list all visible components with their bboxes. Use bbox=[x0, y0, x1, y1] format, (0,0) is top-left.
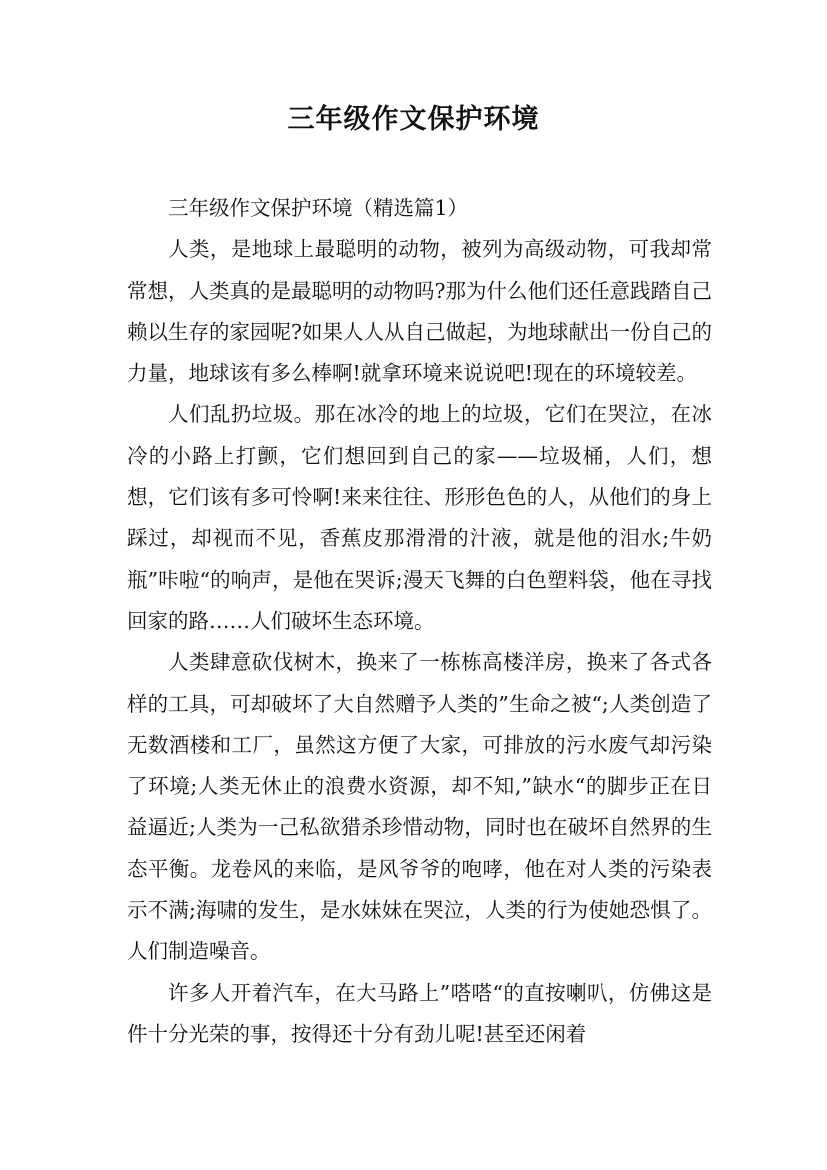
paragraph-1: 人类，是地球上最聪明的动物，被列为高级动物，可我却常常想，人类真的是最聪明的动物吗?那为什么他们还任意践踏自己赖以生存的家园呢?如果人人从自己做起，为地球献出一份自己的力量，地球该有多么棒啊!就拿环境来说说吧!现在的环境较差。 bbox=[127, 237, 712, 386]
paragraph-2: 人们乱扔垃圾。那在冰冷的地上的垃圾，它们在哭泣，在冰冷的小路上打颤，它们想回到自己的家——垃圾桶，人们，想想，它们该有多可怜啊!来来往往、形形色色的人，从他们的身上踩过，却视而不见，香蕉皮那滑滑的汁液，就是他的泪水;牛奶瓶”咔啦“的响声，是他在哭诉;漫天飞舞的白色塑料袋，他在寻找回家的路……人们破坏生态环境。 bbox=[127, 402, 712, 633]
section-subtitle: 三年级作文保护环境（精选篇1） bbox=[168, 196, 469, 220]
page-title: 三年级作文保护环境 bbox=[287, 104, 540, 135]
paragraph-3: 人类肆意砍伐树木，换来了一栋栋高楼洋房，换来了各式各样的工具，可却破坏了大自然赠予人类的”生命之被“;人类创造了无数酒楼和工厂，虽然这方便了大家，可排放的污水废气却污染了环境;人类无休止的浪费水资源，却不知,”缺水“的脚步正在日益逼近;人类为一己私欲猎杀珍惜动物，同时也在破坏自然界的生态平衡。龙卷风的来临，是风爷爷的咆哮，他在对人类的污染表示不满;海啸的发生，是水妹妹在哭泣，人类的行为使她恐惧了。人们制造噪音。 bbox=[127, 650, 712, 964]
document-body bbox=[127, 188, 712, 1055]
paragraph-4: 许多人开着汽车，在大马路上”嗒嗒“的直按喇叭，仿佛这是件十分光荣的事，按得还十分有劲儿呢!甚至还闲着 bbox=[127, 980, 712, 1046]
